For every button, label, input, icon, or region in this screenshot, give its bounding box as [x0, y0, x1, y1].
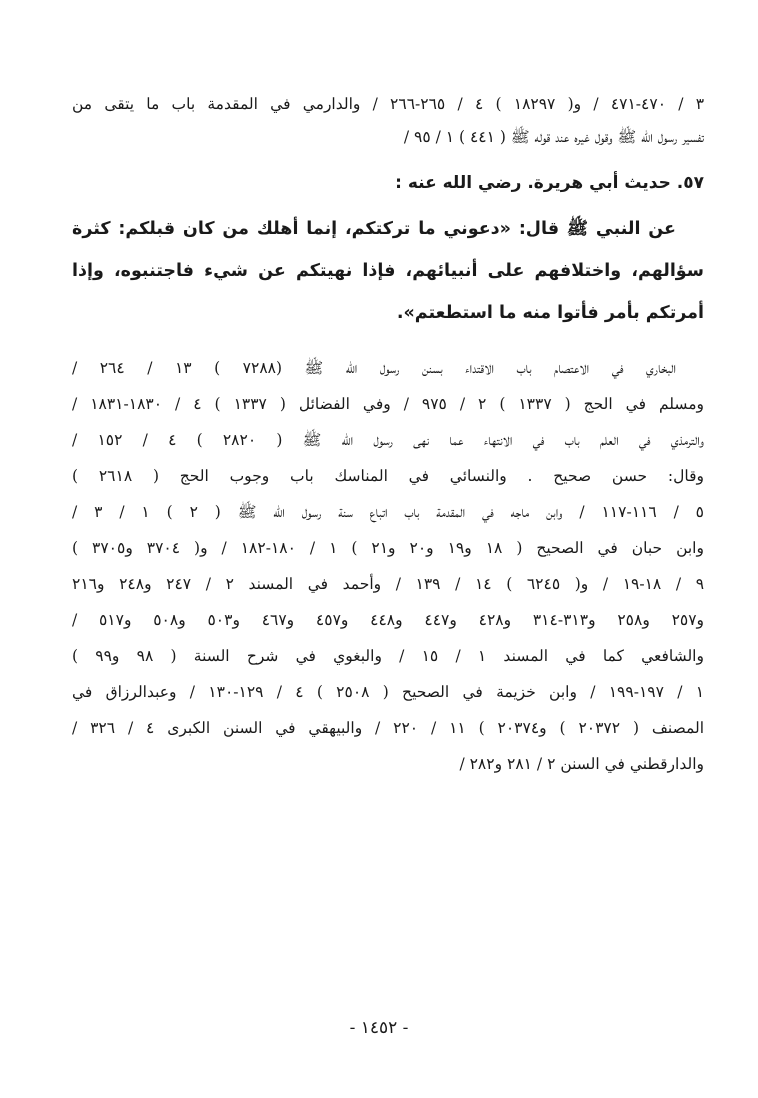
hadith-text-line: أمرتكم بأمر فأتوا منه ما استطعتم». [396, 303, 704, 323]
page-body [72, 88, 704, 782]
takhrij-line: البخاري في الاعتصام باب الاقتداء بسنن رسول الله ﷺ (٧٢٨٨ ) ١٣ / ٢٦٤ / [72, 359, 677, 377]
takhrij-line: وقال: حسن صحيح . والنسائي في المناسك باب وجوب الحج ( ٢٦١٨ ) [72, 467, 704, 485]
hadith-heading: ٥٧. حديث أبي هريرة. رضي الله عنه : [395, 173, 704, 193]
takhrij-line: و٢٥٧ و٢٥٨ و٣١٣-٣١٤ و٤٢٨ و٤٤٧ و٤٤٨ و٤٥٧ و٤٦٧ و٥٠٣ و٥٠٨ و٥١٧ / [72, 611, 704, 629]
page-number: - ١٤٥٢ - [349, 1018, 409, 1038]
takhrij-line: ٥ / ١١٦-١١٧ / وابن ماجه في المقدمة باب اتباع سنة رسول الله ﷺ ( ٢ ) ١ / ٣ / [72, 503, 704, 521]
reference-line: ٣ / ٤٧٠-٤٧١ / و( ١٨٢٩٧ ) ٤ / ٢٦٥-٢٦٦ / والدارمي في المقدمة باب ما يتقى من [72, 95, 704, 113]
hadith-text-line: سؤالهم، واختلافهم على أنبيائهم، فإذا نهيتكم عن شيء فاجتنبوه، وإذا [72, 261, 704, 281]
takhrij-line: والدارقطني في السنن ٢ / ٢٨١ و٢٨٢ / [459, 755, 704, 773]
takhrij-line: ١ / ١٩٧-١٩٩ / وابن خزيمة في الصحيح ( ٢٥٠٨ ) ٤ / ١٢٩-١٣٠ / وعبدالرزاق في [72, 683, 704, 701]
takhrij-line: والترمذي في العلم باب في الانتهاء عما نهى رسول الله ﷺ ( ٢٨٢٠ ) ٤ / ١٥٢ / [72, 431, 704, 449]
takhrij-line: والشافعي كما في المسند ١ / ١٥ / والبغوي في شرح السنة ( ٩٨ و٩٩ ) [72, 647, 704, 665]
takhrij-line: المصنف ( ٢٠٣٧٢ ) و٢٠٣٧٤ ) ١١ / ٢٢٠ / والبيهقي في السنن الكبرى ٤ / ٣٢٦ / [72, 719, 704, 737]
takhrij-line: وابن حبان في الصحيح ( ١٨ و١٩ و٢٠ و٢١ ) ١ / ١٨٠-١٨٢ / و( ٣٧٠٤ و٣٧٠٥ ) [72, 539, 704, 557]
takhrij-line: ٩ / ١٨-١٩ / و( ٦٢٤٥ ) ١٤ / ١٣٩ / وأحمد في المسند ٢ / ٢٤٧ و٢٤٨ و٢١٦ [72, 575, 704, 593]
previous-references [72, 88, 704, 154]
reference-line: تفسير رسول الله ﷺ وقول غيره عند قوله ﷺ ( ٤٤١ ) ١ / ٩٥ / [403, 128, 704, 146]
takhrij-block [72, 350, 704, 782]
hadith-text-line: عن النبي ﷺ قال: «دعوني ما تركتكم، إنما أهلك من كان قبلكم: كثرة [72, 219, 676, 239]
hadith-text [72, 208, 704, 334]
takhrij-line: ومسلم في الحج ( ١٣٣٧ ) ٢ / ٩٧٥ / وفي الفضائل ( ١٣٣٧ ) ٤ / ١٨٣٠-١٨٣١ / [72, 395, 704, 413]
